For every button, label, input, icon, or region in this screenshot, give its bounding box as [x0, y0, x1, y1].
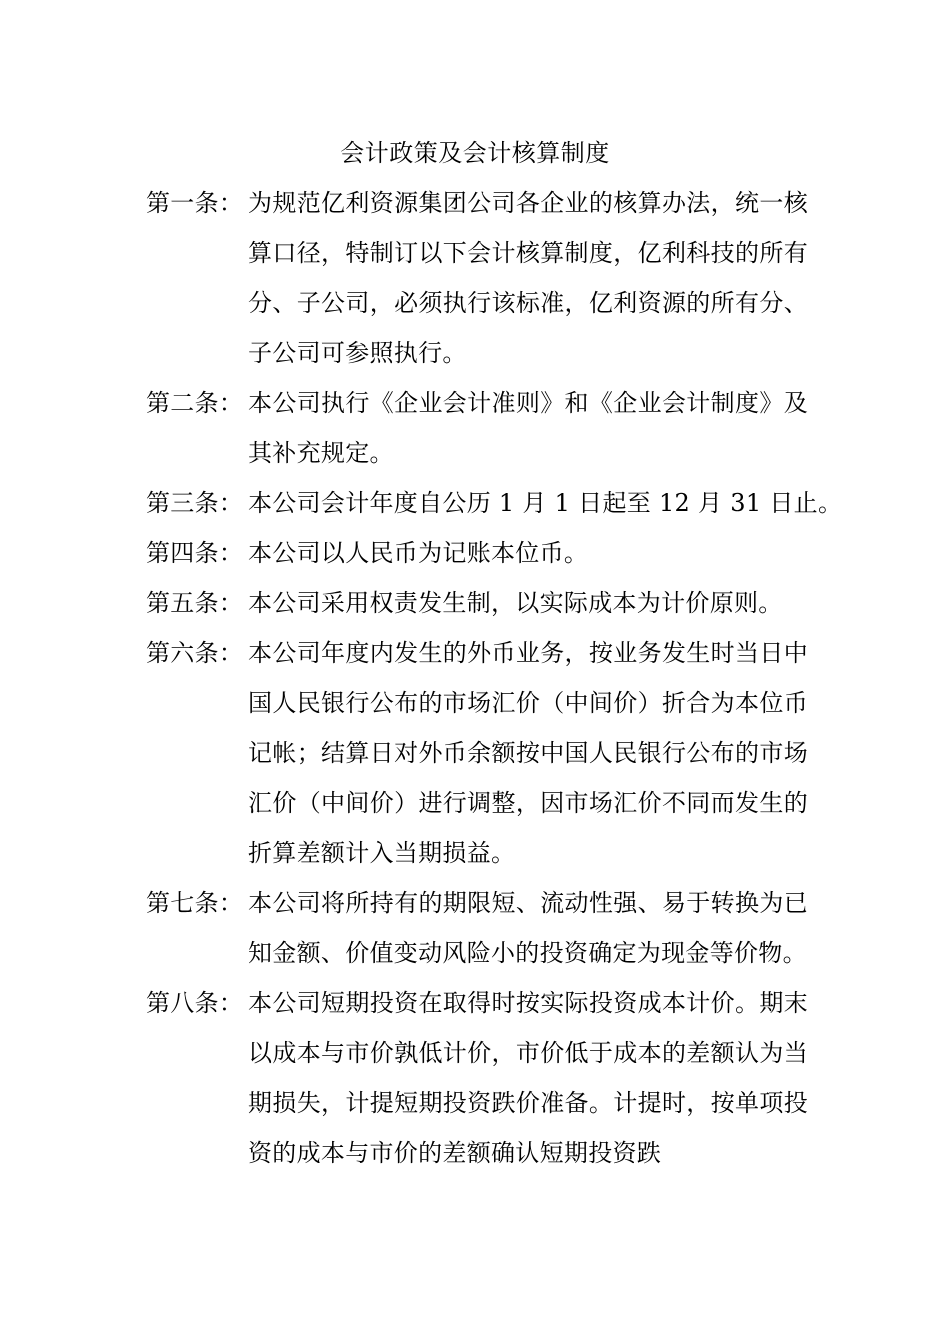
- article-1: [146, 178, 826, 378]
- article-3: [146, 478, 843, 528]
- article-2: [146, 378, 826, 478]
- document-title: 会计政策及会计核算制度: [340, 139, 610, 167]
- article-text: 为规范亿利资源集团公司各企业的核算办法，统一核算口径，特制订以下会计核算制度，亿利科技的所有分、子公司，必须执行该标准，亿利资源的所有分、子公司可参照执行。: [248, 189, 808, 367]
- article-text: 本公司年度内发生的外币业务，按业务发生时当日中国人民银行公布的市场汇价（中间价）折合为本位币记帐；结算日对外币余额按中国人民银行公布的市场汇价（中间价）进行调整，因市场汇价不同而发生的折算差额计入当期损益。: [248, 639, 808, 867]
- article-label: 第二条：: [146, 389, 244, 417]
- article-label: 第八条：: [146, 989, 244, 1017]
- article-8: [146, 978, 826, 1178]
- article-label: 第三条：: [146, 489, 244, 517]
- article-label: 第五条：: [146, 589, 244, 617]
- article-7: [146, 878, 826, 978]
- article-text: 本公司执行《企业会计准则》和《企业会计制度》及其补充规定。: [248, 389, 808, 467]
- article-6: [146, 628, 826, 878]
- article-label: 第一条：: [146, 189, 244, 217]
- article-text: 本公司短期投资在取得时按实际投资成本计价。期末以成本与市价孰低计价，市价低于成本的差额认为当期损失，计提短期投资跌价准备。计提时，按单项投资的成本与市价的差额确认短期投资跌: [248, 989, 808, 1167]
- article-label: 第七条：: [146, 889, 244, 917]
- article-text: 本公司将所持有的期限短、流动性强、易于转换为已知金额、价值变动风险小的投资确定为现金等价物。: [248, 889, 808, 967]
- article-5: [146, 578, 826, 628]
- article-4: [146, 528, 826, 578]
- article-label: 第四条：: [146, 539, 244, 567]
- article-text: 本公司以人民币为记账本位币。: [248, 539, 589, 567]
- article-list: [146, 178, 843, 1178]
- article-text: 本公司会计年度自公历 1 月 1 日起至 12 月 31 日止。: [248, 489, 843, 517]
- article-text: 本公司采用权责发生制，以实际成本为计价原则。: [248, 589, 783, 617]
- article-label: 第六条：: [146, 639, 244, 667]
